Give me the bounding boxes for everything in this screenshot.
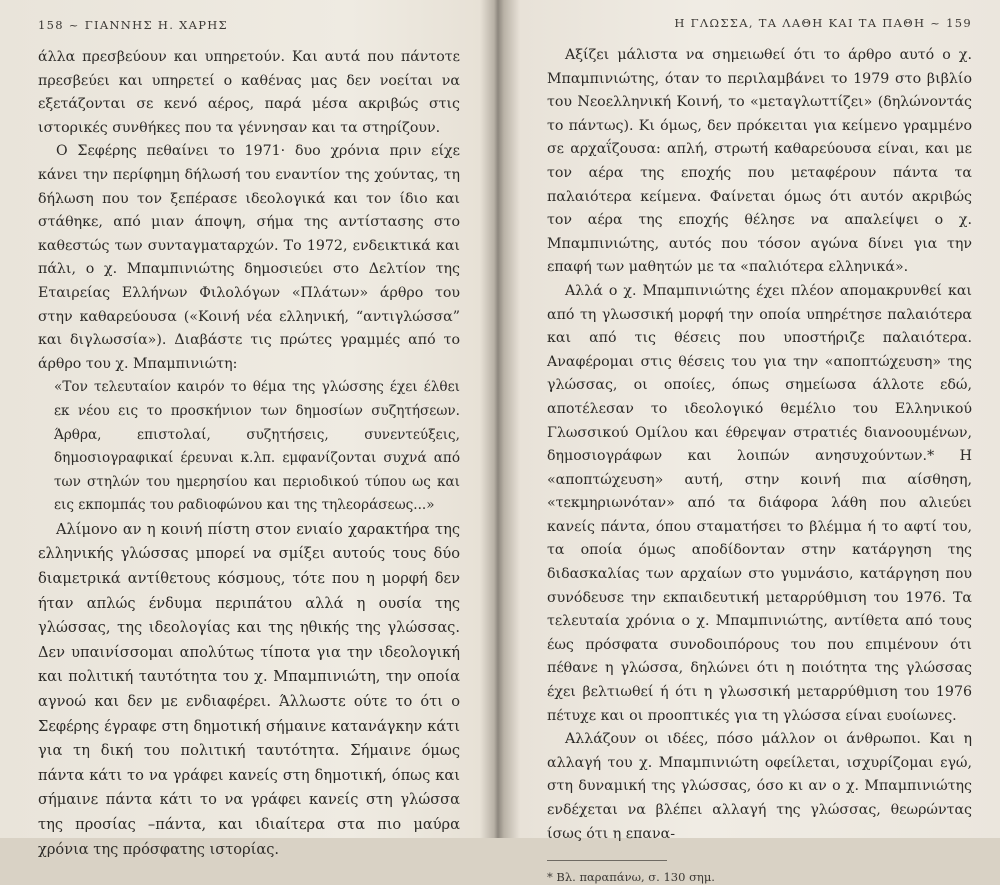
right-page <box>505 0 1000 885</box>
left-paragraph-1: άλλα πρεσβεύουν και υπηρετούν. Και αυτά που πάντοτε πρεσβεύει και υπηρετεί ο καθένας μας δεν νοείται να εξετάζονται σε κενό αέρος, παρά μέσα ακριβώς στις ιστορικές συνθήκες που τα γέννησαν και τα στηρίζουν. <box>38 49 460 136</box>
left-page <box>0 0 490 858</box>
left-paragraph-2: Ο Σεφέρης πεθαίνει το 1971· δυο χρόνια πριν είχε κάνει την περίφημη δήλωσή του εναντίον της χούντας, τη δήλωση που τον ξεπέρασε ιδεολογικά και τον ίδιο και στάθηκε, από μιαν άποψη, σήμα της αντίστασης στο καθεστώς των συνταγματαρχών. Το 1972, ενδεικτικά και πάλι, ο χ. Μπαμπινιώτης δημοσιεύει στο Δελτίον της Εταιρείας Ελλήνων Φιλολόγων «Πλάτων» άρθρο του στην καθαρεύουσα («Κοινή νέα ελληνική, “αντιγλώσσα” και διγλωσσία»). Διαβάστε τις πρώτες γραμμές από το άρθρο του χ. Μπαμπινιώτη: <box>38 143 460 372</box>
right-paragraph-3: Αλλάζουν οι ιδέες, πόσο μάλλον οι άνθρωποι. Και η αλλαγή του χ. Μπαμπινιώτη οφείλεται, ισχυρίζομαι εγώ, στη δυναμική της γλώσσας, όσο κι αν ο χ. Μπαμπινιώτης ενδέχεται να βλέπει αλλαγή της γλώσσας, θεωρώντας ίσως ότι η επανα- <box>547 731 972 842</box>
left-paragraph-4: Αλίμονο αν η κοινή πίστη στον ενιαίο χαρακτήρα της ελληνικής γλώσσας μπορεί να σμίξει αυτούς τους δύο διαμετρικά αντίθετους κόσμους, τότε που η μορφή δεν ήταν απλώς ένδυμα περιπάτου αλλά η ουσία της γλώσσας, της ιδεολογίας και της ηθικής της γλώσσας. Δεν υπαινίσσομαι απολύτως τίποτα για την ιδεολογική και πολιτική ταυτότητα του χ. Μπαμπινιώτη, την οποία αγνοώ και δεν με ενδιαφέρει. Άλλωστε ούτε το ότι ο Σεφέρης έγραφε στη δημοτική σήμαινε κατανάγκην κάτι για τη δική του πολιτική ταυτότητα. Σήμαινε όμως πάντα κάτι το να γράφει κανείς στη δημοτική, όπως και σήμαινε πάντα κάτι το να γράφει κανείς στη γλώσσα της προσίας –πάντα, και ιδιαίτερα στα πιο μαύρα χρόνια της πρόσφατης ιστορίας. <box>38 520 460 858</box>
footnote-divider <box>547 860 667 861</box>
right-paragraph-2: Αλλά ο χ. Μπαμπινιώτης έχει πλέον απομακρυνθεί και από τη γλωσσική μορφή την οποία υπηρέτησε παλαιότερα και από τις θέσεις που υποστήριζε παλαιότερα. Αναφέρομαι στις θέσεις του για την «αποπτώχευση» της γλώσσας, οι οποίες, όπως σημείωσα άλλοτε εδώ, αποτέλεσαν το ιδεολογικό θεμέλιο του Ελληνικού Γλωσσικού Ομίλου και έθρεψαν στρατιές διανοουμένων, δημοσιογράφων και λοιπών ανησυχούντων.* Η «αποπτώχευση» αυτή, στην κοινή πια αίσθηση, «τεκμηριωνόταν» από τα διάφορα λάθη που αλιεύει κανείς πάντα, όπου σταματήσει το βλέμμα ή το αφτί του, τα οποία όμως αποδίδονταν στην κατάργηση της διδασκαλίας των αρχαίων στο γυμνάσιο, κατάργηση που συνόδευσε την εκπαιδευτική μεταρρύθμιση του 1976. Τα τελευταία χρόνια ο χ. Μπαμπινιώτης, αντίθετα από τους έως πρόσφατα συνοδοιπόρους του που επιμένουν ότι πέθανε η γλώσσα, δηλώνει ότι η ποιότητα της γλώσσας έχει βελτιωθεί ή ότι η γλωσσική μεταρρύθμιση του 1976 πέτυχε και οι προοπτικές για τη γλώσσα είναι ευοίωνες. <box>547 282 972 724</box>
left-quote-paragraph: «Τον τελευταίον καιρόν το θέμα της γλώσσης έχει έλθει εκ νέου εις το προσκήνιον των δημοσίων συζητήσεων. Άρθρα, επιστολαί, συζητήσεις, συνεντεύξεις, δημοσιογραφικαί έρευναι κ.λπ. εμφανίζονται συχνά από των στηλών του ημερησίου και περιοδικού τύπου ως και εις εκπομπάς του ραδιοφώνου και της τηλεοράσεως...» <box>54 379 460 514</box>
right-running-head: Η ΓΛΩΣΣΑ, ΤΑ ΛΑΘΗ ΚΑΙ ΤΑ ΠΑΘΗ ~ 159 <box>674 16 972 30</box>
left-body-text <box>38 46 460 862</box>
left-running-head: 158 ~ ΓΙΑΝΝΗΣ Η. ΧΑΡΗΣ <box>38 18 228 32</box>
right-body-text <box>547 44 972 846</box>
right-paragraph-1: Αξίζει μάλιστα να σημειωθεί ότι το άρθρο αυτό ο χ. Μπαμπινιώτης, όταν το περιλαμβάνει το 1979 στο βιβλίο του Νεοελληνική Κοινή, το «μεταγλωττίζει» (δηλώνοντάς το πάντως). Κι όμως, δεν πρόκειται για κείμενο γραμμένο σε αρχαΐζουσα: απλή, στρωτή καθαρεύουσα είναι, και με τον αέρα της εποχής που μεταφέρουν πάντα τα παλαιότερα κείμενα. Φαίνεται όμως ότι αυτόν ακριβώς τον αέρα της εποχής θέλησε να απαλείψει ο χ. Μπαμπινιώτης, αυτός που τόσον αγώνα δίνει για την επαφή των μαθητών με τα «παλιότερα ελληνικά». <box>547 47 972 276</box>
footnote: * Βλ. παραπάνω, σ. 130 σημ. <box>547 870 715 885</box>
